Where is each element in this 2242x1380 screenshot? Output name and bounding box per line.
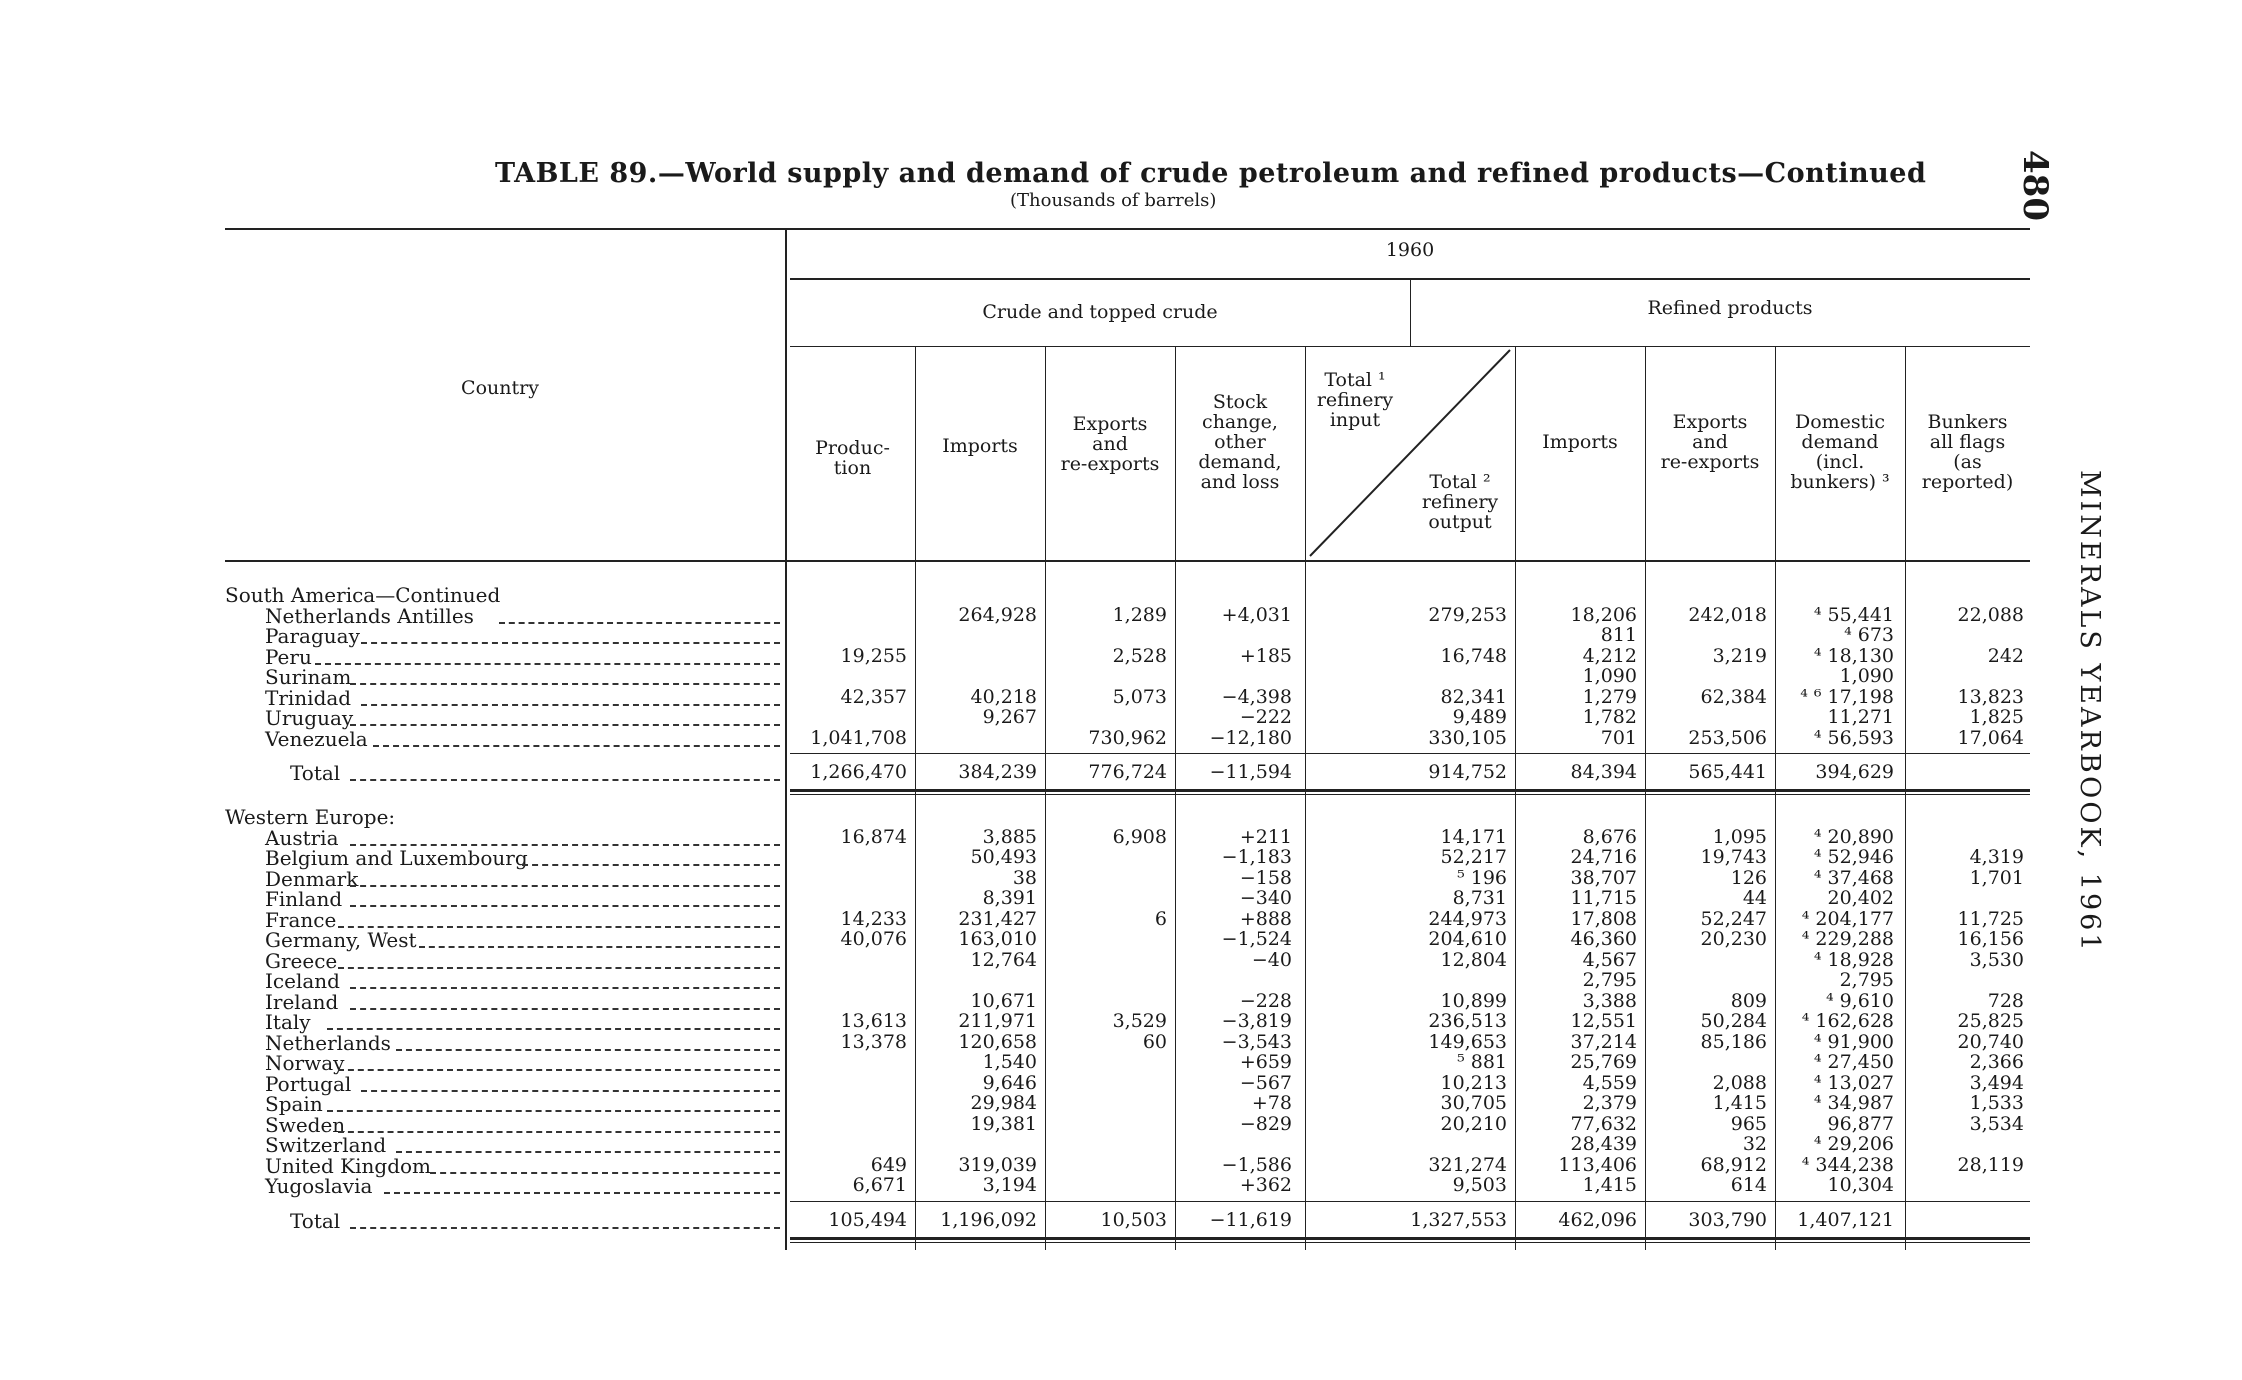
row-country-label: Uruguay [265,706,354,730]
total-rule-bottom [790,1237,2030,1240]
table-cell: 11,715 [1570,887,1637,909]
table-cell: 4,567 [1582,948,1637,971]
leader-dots [315,663,780,665]
table-cell: 14,171 [1440,825,1507,848]
total-rule-top [790,753,2030,754]
total-cell: 914,752 [1428,761,1507,783]
row-country-label: Switzerland [265,1133,387,1157]
table-cell: 19,743 [1700,846,1767,868]
table-cell: 20,402 [1827,887,1894,909]
table-cell: 236,513 [1428,1010,1507,1032]
table-cell: 17,064 [1957,726,2024,749]
table-cell: 3,530 [1969,948,2024,971]
group-refined-header: Refined products [1647,297,1813,319]
table-cell: 1,701 [1969,866,2024,889]
table-cell: +4,031 [1221,603,1292,626]
table-cell: 68,912 [1700,1153,1767,1176]
table-cell: 4,212 [1582,644,1637,667]
top-rule [225,228,2030,230]
table-cell: 40,076 [840,928,907,950]
table-cell: 1,279 [1582,685,1637,708]
table-cell: 13,823 [1957,685,2024,708]
leader-dots [338,967,780,969]
table-cell: −1,183 [1221,846,1292,868]
table-cell: 120,658 [958,1030,1037,1053]
total-cell: −11,594 [1209,761,1292,783]
row-country-label: France [265,907,337,932]
table-cell: 28,439 [1570,1133,1637,1155]
table-cell: 809 [1730,989,1767,1012]
column-header: Bunkers all flags (as reported) [1921,411,2014,493]
total-cell: 105,494 [828,1208,907,1231]
table-cell: ⁴ 52,946 [1813,846,1894,868]
table-cell: 6,671 [852,1174,907,1196]
table-cell: 44 [1742,887,1767,909]
section-heading: Western Europe: [225,805,396,829]
table-cell: +78 [1251,1092,1292,1114]
table-cell: ⁴ 18,928 [1813,948,1894,971]
table-cell: ⁴ 27,450 [1813,1051,1894,1073]
table-cell: ⁴ 20,890 [1813,825,1894,848]
table-cell: 1,090 [1582,665,1637,687]
table-cell: 204,610 [1428,928,1507,950]
table-cell: 10,671 [970,989,1037,1012]
table-cell: 4,319 [1969,846,2024,868]
table-cell: 13,378 [840,1030,907,1053]
table-cell: ⁴ 91,900 [1813,1030,1894,1053]
table-title: TABLE 89.—World supply and demand of crude petroleum and refined products—Continued [495,158,1927,189]
row-country-label: Spain [265,1092,323,1116]
row-country-label: Finland [265,887,343,911]
column-header: Stock change, other demand, and loss [1198,391,1282,493]
table-cell: +211 [1239,825,1292,848]
group-crude-header: Crude and topped crude [982,301,1218,323]
leader-dots [350,987,781,989]
section-heading: South America—Continued [225,583,501,607]
row-country-label: Norway [265,1051,345,1075]
year-header: 1960 [1385,239,1435,261]
table-cell: 4,559 [1582,1071,1637,1094]
leader-dots [338,1131,780,1133]
table-cell: −12,180 [1209,726,1292,749]
table-cell: ⁴ 29,206 [1813,1133,1894,1155]
column-header: Domestic demand (incl. bunkers) ³ [1790,411,1890,493]
total-rule-bottom2 [790,794,2030,795]
table-cell: 649 [870,1153,907,1176]
row-country-label: Venezuela [265,726,368,751]
col-divider [1045,346,1046,1250]
table-cell: −4,398 [1221,685,1292,708]
column-header: Total ¹ refinery input [1316,369,1394,431]
table-cell: 20,210 [1440,1112,1507,1135]
row-country-label: United Kingdom [265,1153,431,1178]
table-cell: 12,764 [970,948,1037,971]
table-cell: 231,427 [958,907,1037,930]
total-rule-bottom2 [790,1242,2030,1243]
table-cell: −158 [1239,866,1292,889]
table-cell: 10,304 [1827,1174,1894,1196]
table-cell: 2,379 [1582,1092,1637,1114]
table-cell: 3,534 [1969,1112,2024,1135]
table-subtitle: (Thousands of barrels) [1010,190,1217,211]
column-header: Imports [942,435,1018,457]
table-cell: 38 [1012,866,1037,889]
row-country-label: Trinidad [265,685,352,710]
table-cell: 24,716 [1570,846,1637,868]
table-cell: 2,795 [1582,969,1637,991]
table-cell: 9,503 [1452,1174,1507,1196]
row-country-label: Yugoslavia [265,1174,373,1198]
table-cell: 965 [1730,1112,1767,1135]
table-cell: 9,646 [982,1071,1037,1094]
table-cell: 1,415 [1712,1092,1767,1114]
table-cell: 14,233 [840,907,907,930]
row-country-label: Italy [265,1010,311,1034]
table-cell: ⁴ ⁶ 17,198 [1800,685,1894,708]
table-cell: ⁴ 34,987 [1813,1092,1894,1114]
table-cell: 8,731 [1452,887,1507,909]
table-cell: +362 [1239,1174,1292,1196]
table-cell: ⁴ 18,130 [1813,644,1894,667]
table-cell: 10,213 [1440,1071,1507,1094]
row-country-label: Sweden [265,1112,346,1137]
table-cell: 264,928 [958,603,1037,626]
table-cell: −3,819 [1221,1010,1292,1032]
table-cell: 701 [1600,726,1637,749]
table-cell: 40,218 [970,685,1037,708]
table-cell: 1,825 [1969,706,2024,728]
table-cell: ⁴ 9,610 [1825,989,1894,1012]
row-country-label: Paraguay [265,624,360,648]
table-cell: 52,217 [1440,846,1507,868]
row-country-label: Denmark [265,866,359,891]
table-cell: 19,255 [840,644,907,667]
table-cell: 29,984 [970,1092,1037,1114]
table-cell: 25,769 [1570,1051,1637,1073]
row-country-label: Austria [265,825,339,850]
table-cell: 19,381 [970,1112,1037,1135]
leader-dots [327,1110,781,1112]
total-cell: 384,239 [958,761,1037,783]
table-cell: 12,804 [1440,948,1507,971]
total-label: Total [290,761,341,785]
table-cell: 163,010 [958,928,1037,950]
table-cell: 1,090 [1839,665,1894,687]
table-cell: 50,284 [1700,1010,1767,1032]
table-cell: 279,253 [1428,603,1507,626]
leader-dots [522,864,780,866]
total-cell: 1,407,121 [1797,1208,1894,1231]
table-cell: −1,524 [1221,928,1292,950]
running-head: MINERALS YEARBOOK, 1961 [2074,470,2105,954]
table-cell: ⁴ 229,288 [1801,928,1894,950]
table-cell: 1,289 [1112,603,1167,626]
row-country-label: Netherlands Antilles [265,603,474,628]
table-cell: 253,506 [1688,726,1767,749]
table-cell: +888 [1239,907,1292,930]
row-country-label: Surinam [265,665,352,689]
table-cell: 2,795 [1839,969,1894,991]
table-cell: 16,156 [1957,928,2024,950]
table-cell: 82,341 [1440,685,1507,708]
table-cell: 11,271 [1827,706,1894,728]
table-cell: 3,529 [1112,1010,1167,1032]
table-cell: 8,391 [982,887,1037,909]
table-cell: 50,493 [970,846,1037,868]
table-cell: 18,206 [1570,603,1637,626]
table-cell: 3,219 [1712,644,1767,667]
table-cell: 2,366 [1969,1051,2024,1073]
table-cell: 3,494 [1969,1071,2024,1094]
table-cell: 2,528 [1112,644,1167,667]
leader-dots [350,885,781,887]
table-cell: 12,551 [1570,1010,1637,1032]
table-cell: 1,782 [1582,706,1637,728]
column-header: Total ² refinery output [1421,471,1499,533]
row-country-label: Greece [265,948,338,973]
leader-dots [499,622,780,624]
total-cell: 394,629 [1815,761,1894,783]
table-cell: 126 [1730,866,1767,889]
total-cell: 1,196,092 [940,1208,1037,1231]
table-cell: 85,186 [1700,1030,1767,1053]
table-cell: 6 [1154,907,1167,930]
leader-dots [338,1069,780,1071]
total-cell: 303,790 [1688,1208,1767,1231]
table-cell: 3,194 [982,1174,1037,1196]
table-cell: −340 [1239,887,1292,909]
table-cell: +185 [1239,644,1292,667]
table-cell: 1,041,708 [810,726,907,749]
table-cell: 28,119 [1957,1153,2024,1176]
table-cell: −1,586 [1221,1153,1292,1176]
table-cell: ⁴ 162,628 [1801,1010,1894,1032]
table-cell: 38,707 [1570,866,1637,889]
table-cell: 1,533 [1969,1092,2024,1114]
table-cell: ⁴ 344,238 [1801,1153,1894,1176]
table-cell: 1,415 [1582,1174,1637,1196]
total-label: Total [290,1208,341,1233]
table-cell: 37,214 [1570,1030,1637,1053]
country-header: Country [461,377,539,399]
table-cell: 20,230 [1700,928,1767,950]
table-cell: 42,357 [840,685,907,708]
leader-dots [361,1090,780,1092]
table-cell: −40 [1251,948,1292,971]
table-cell: 9,489 [1452,706,1507,728]
header-bottom-rule [225,560,2030,562]
table-cell: 242,018 [1688,603,1767,626]
table-cell: 244,973 [1428,907,1507,930]
total-cell: 462,096 [1558,1208,1637,1231]
total-cell: 1,266,470 [810,761,907,783]
column-header: Produc- tion [815,437,890,479]
table-cell: +659 [1239,1051,1292,1073]
table-cell: 96,877 [1827,1112,1894,1135]
table-cell: 3,388 [1582,989,1637,1012]
table-cell: 60 [1142,1030,1167,1053]
total-rule-top [790,1201,2030,1202]
table-cell: 8,676 [1582,825,1637,848]
table-cell: 77,632 [1570,1112,1637,1135]
table-cell: 113,406 [1558,1153,1637,1176]
table-cell: 614 [1730,1174,1767,1196]
table-cell: 5,073 [1112,685,1167,708]
table-cell: 811 [1600,624,1637,646]
row-country-label: Peru [265,644,312,669]
page-number: 480 [2015,150,2055,221]
table-cell: 16,874 [840,825,907,848]
total-cell: 776,724 [1088,761,1167,783]
total-cell: 1,327,553 [1410,1208,1507,1231]
table-cell: 2,088 [1712,1071,1767,1094]
table-cell: 32 [1742,1133,1767,1155]
table-cell: 16,748 [1440,644,1507,667]
row-country-label: Germany, West [265,928,417,952]
table-cell: 6,908 [1112,825,1167,848]
table-cell: −222 [1239,706,1292,728]
table-cell: −3,543 [1221,1030,1292,1053]
table-cell: 730,962 [1088,726,1167,749]
table-cell: 20,740 [1957,1030,2024,1053]
total-cell: 84,394 [1570,761,1637,783]
table-cell: 319,039 [958,1153,1037,1176]
row-country-label: Portugal [265,1071,352,1096]
table-cell: 52,247 [1700,907,1767,930]
table-cell: 242 [1987,644,2024,667]
table-cell: −829 [1239,1112,1292,1135]
group-divider [1410,278,1411,346]
table-cell: 9,267 [982,706,1037,728]
table-cell: 62,384 [1700,685,1767,708]
total-rule-bottom [790,789,2030,792]
leader-dots [327,1028,781,1030]
table-cell: −228 [1239,989,1292,1012]
table-cell: 25,825 [1957,1010,2024,1032]
row-country-label: Netherlands [265,1030,391,1055]
table-cell: 17,808 [1570,907,1637,930]
table-cell: 728 [1987,989,2024,1012]
table-cell: 321,274 [1428,1153,1507,1176]
row-country-label: Iceland [265,969,340,993]
table-cell: −567 [1239,1071,1292,1094]
table-cell: ⁴ 673 [1844,624,1894,646]
total-cell: −11,619 [1209,1208,1292,1231]
table-cell: ⁵ 196 [1457,866,1507,889]
table-cell: 13,613 [840,1010,907,1032]
table-cell: 1,095 [1712,825,1767,848]
table-cell: ⁴ 55,441 [1813,603,1894,626]
table-cell: 3,885 [982,825,1037,848]
table-cell: 1,540 [982,1051,1037,1073]
table-cell: ⁴ 37,468 [1813,866,1894,889]
table-cell: ⁴ 56,593 [1813,726,1894,749]
table-cell: 30,705 [1440,1092,1507,1114]
table-cell: 149,653 [1428,1030,1507,1053]
row-country-label: Belgium and Luxembourg [265,846,528,870]
table-cell: 22,088 [1957,603,2024,626]
total-cell: 10,503 [1100,1208,1167,1231]
table-cell: 330,105 [1428,726,1507,749]
column-header: Exports and re-exports [1060,413,1160,475]
table-cell: ⁴ 204,177 [1801,907,1894,930]
row-country-label: Ireland [265,989,339,1014]
table-cell: ⁴ 13,027 [1813,1071,1894,1094]
table-cell: 211,971 [958,1010,1037,1032]
table-cell: 11,725 [1957,907,2024,930]
table-cell: 46,360 [1570,928,1637,950]
column-header: Exports and re-exports [1660,411,1760,473]
column-header: Imports [1542,431,1618,453]
table-cell: ⁵ 881 [1457,1051,1507,1073]
table-cell: 10,899 [1440,989,1507,1012]
total-cell: 565,441 [1688,761,1767,783]
